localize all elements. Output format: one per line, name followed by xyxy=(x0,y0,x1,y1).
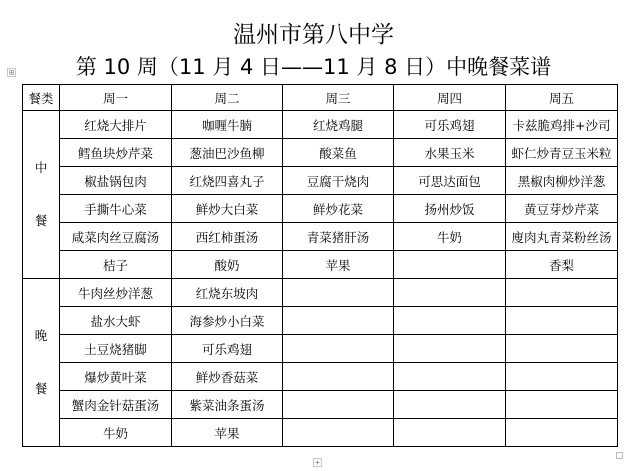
lunch-row xyxy=(23,139,618,167)
dinner-dish-cell xyxy=(394,363,506,391)
dinner-dish-cell xyxy=(283,419,394,447)
dinner-dish-cell xyxy=(506,391,618,419)
lunch-dish-cell: 鲜炒大白菜 xyxy=(172,195,283,223)
dinner-dish-cell xyxy=(283,363,394,391)
lunch-dish-cell: 青菜猪肝汤 xyxy=(283,223,394,251)
dinner-dish-cell: 可乐鸡翅 xyxy=(172,335,283,363)
dinner-row xyxy=(23,363,618,391)
lunch-dish-cell: 豆腐干烧肉 xyxy=(283,167,394,195)
dinner-dish-cell: 红烧东坡肉 xyxy=(172,279,283,307)
dinner-dish-cell xyxy=(283,279,394,307)
label-spacer xyxy=(23,350,59,375)
dinner-dish-cell xyxy=(506,363,618,391)
header-day-fri: 周五 xyxy=(506,85,618,111)
lunch-section xyxy=(23,111,618,279)
lunch-dish-cell: 红烧大排片 xyxy=(60,111,172,139)
dinner-row xyxy=(23,279,618,307)
lunch-dish-cell: 咖喱牛腩 xyxy=(172,111,283,139)
lunch-dish-cell: 桔子 xyxy=(60,251,172,279)
header-day-wed: 周三 xyxy=(283,85,394,111)
lunch-dish-cell: 葱油巴沙鱼柳 xyxy=(172,139,283,167)
dinner-dish-cell: 牛奶 xyxy=(60,419,172,447)
dinner-dish-cell xyxy=(283,391,394,419)
lunch-row xyxy=(23,223,618,251)
dinner-dish-cell xyxy=(506,335,618,363)
lunch-dish-cell: 牛奶 xyxy=(394,223,506,251)
dinner-label xyxy=(23,279,60,447)
table-resize-handle-icon[interactable] xyxy=(616,452,623,459)
dinner-section xyxy=(23,279,618,447)
lunch-dish-cell: 咸菜肉丝豆腐汤 xyxy=(60,223,172,251)
header-day-mon: 周一 xyxy=(60,85,172,111)
header-row xyxy=(23,85,618,111)
lunch-label xyxy=(23,111,60,279)
dinner-row xyxy=(23,391,618,419)
header-category: 餐类 xyxy=(23,85,60,111)
dinner-dish-cell: 蟹肉金针菇蛋汤 xyxy=(60,391,172,419)
lunch-row xyxy=(23,251,618,279)
lunch-dish-cell: 可乐鸡翅 xyxy=(394,111,506,139)
lunch-dish-cell: 鳕鱼块炒芹菜 xyxy=(60,139,172,167)
menu-subtitle: 第 10 周（11 月 4 日——11 月 8 日）中晚餐菜谱 xyxy=(75,55,552,79)
dinner-dish-cell: 土豆烧猪脚 xyxy=(60,335,172,363)
lunch-row xyxy=(23,111,618,139)
lunch-dish-cell: 虾仁炒青豆玉米粒 xyxy=(506,139,618,167)
dinner-dish-cell: 盐水大虾 xyxy=(60,307,172,335)
lunch-dish-cell: 酸菜鱼 xyxy=(283,139,394,167)
dinner-dish-cell xyxy=(506,419,618,447)
lunch-dish-cell: 酸奶 xyxy=(172,251,283,279)
dinner-label-char: 晚 xyxy=(34,328,48,343)
dinner-dish-cell: 紫菜油条蛋汤 xyxy=(172,391,283,419)
dinner-dish-cell xyxy=(506,279,618,307)
dinner-dish-cell xyxy=(394,335,506,363)
lunch-dish-cell: 水果玉米 xyxy=(394,139,506,167)
lunch-dish-cell: 西红柿蛋汤 xyxy=(172,223,283,251)
lunch-dish-cell xyxy=(394,251,506,279)
dinner-row xyxy=(23,419,618,447)
dinner-row xyxy=(23,335,618,363)
dinner-dish-cell xyxy=(283,307,394,335)
lunch-dish-cell: 红烧四喜丸子 xyxy=(172,167,283,195)
dinner-dish-cell: 苹果 xyxy=(172,419,283,447)
lunch-dish-cell: 鲜炒花菜 xyxy=(283,195,394,223)
dinner-label-char: 餐 xyxy=(34,381,48,396)
dinner-dish-cell: 海参炒小白菜 xyxy=(172,307,283,335)
dinner-dish-cell: 牛肉丝炒洋葱 xyxy=(60,279,172,307)
dinner-dish-cell xyxy=(394,391,506,419)
lunch-dish-cell: 可思达面包 xyxy=(394,167,506,195)
lunch-dish-cell: 扬州炒饭 xyxy=(394,195,506,223)
dinner-dish-cell: 爆炒黄叶菜 xyxy=(60,363,172,391)
lunch-row xyxy=(23,167,618,195)
lunch-dish-cell: 手撕牛心菜 xyxy=(60,195,172,223)
dinner-dish-cell xyxy=(394,279,506,307)
school-title: 温州市第八中学 xyxy=(233,22,394,48)
header-day-thu: 周四 xyxy=(394,85,506,111)
lunch-dish-cell: 椒盐锅包肉 xyxy=(60,167,172,195)
add-row-icon[interactable]: + xyxy=(313,458,322,467)
lunch-row xyxy=(23,195,618,223)
dinner-dish-cell xyxy=(283,335,394,363)
lunch-dish-cell: 红烧鸡腿 xyxy=(283,111,394,139)
lunch-dish-cell: 苹果 xyxy=(283,251,394,279)
label-spacer xyxy=(23,182,59,207)
dinner-dish-cell xyxy=(394,307,506,335)
lunch-label-char: 中 xyxy=(34,160,48,175)
dinner-dish-cell: 鲜炒香菇菜 xyxy=(172,363,283,391)
table-move-handle-icon[interactable]: ⊞ xyxy=(7,68,16,77)
dinner-row xyxy=(23,307,618,335)
lunch-label-char: 餐 xyxy=(34,213,48,228)
dinner-dish-cell xyxy=(394,419,506,447)
menu-table xyxy=(22,84,618,447)
lunch-dish-cell: 香梨 xyxy=(506,251,618,279)
lunch-dish-cell: 黄豆芽炒芹菜 xyxy=(506,195,618,223)
lunch-dish-cell: 黑椒肉柳炒洋葱 xyxy=(506,167,618,195)
dinner-dish-cell xyxy=(506,307,618,335)
lunch-dish-cell: 廋肉丸青菜粉丝汤 xyxy=(506,223,618,251)
lunch-dish-cell: 卡兹脆鸡排+沙司 xyxy=(506,111,618,139)
header-day-tue: 周二 xyxy=(172,85,283,111)
